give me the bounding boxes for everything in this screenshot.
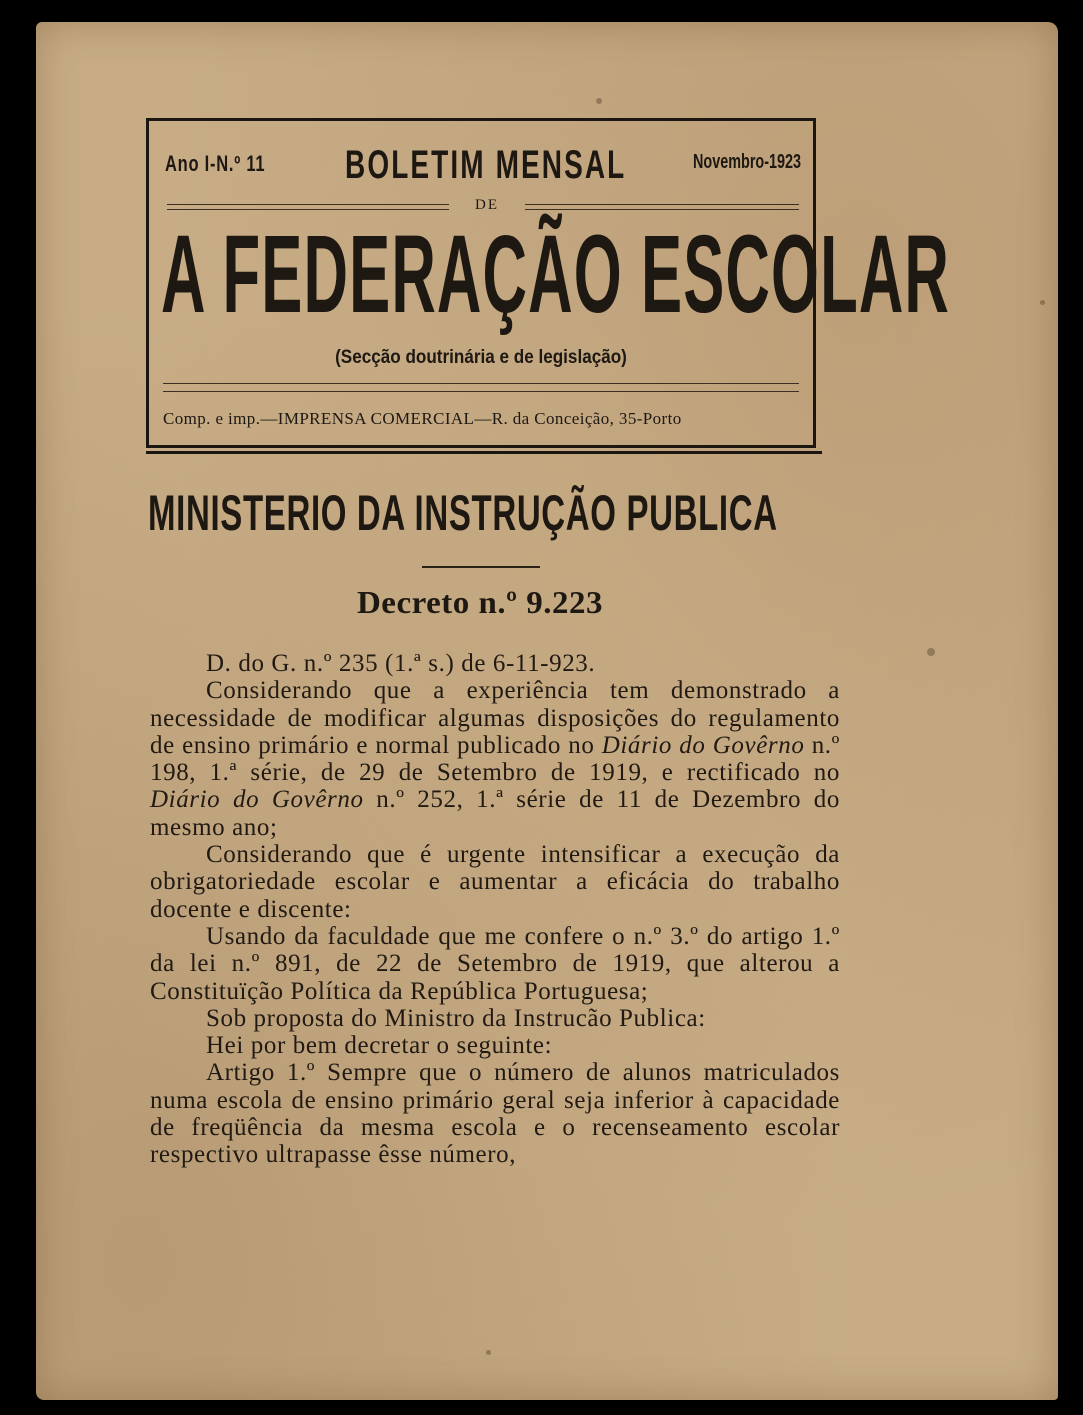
masthead-top-row xyxy=(149,139,813,189)
issue-number: Ano I-N.º 11 xyxy=(165,151,266,176)
connector-word: DE xyxy=(475,197,499,213)
gazette-reference: D. do G. n.º 235 (1.ª s.) de 6-11-923. xyxy=(206,650,596,677)
masthead-box xyxy=(146,118,951,448)
paragraph-considering-1: Considerando que a experiência tem demonstrado a necessidade de modificar algumas disposições do regulamento de ensino primário e normal publicado no Diário do Govêrno n.º 198, 1.ª série, de 29 de Setembro de 1919, e rectificado no Diário do Govêrno n.º 252, 1.ª série de 11 de Dezembro do mesmo ano; xyxy=(150,677,841,841)
article-1: Artigo 1.º Sempre que o número de alunos matriculados numa escola de ensino primário geral seja inferior à capacidade de freqüência da mesma escola e o recenseamento escolar respectivo ultrapasse êsse número, xyxy=(150,1059,840,1169)
paper-speck xyxy=(1040,300,1045,305)
divider-right xyxy=(525,204,799,210)
publication-subtitle: (Secção doutrinária e de legislação) xyxy=(335,347,627,368)
paragraph-authority: Usando da faculdade que me confere o n.º 3.º do artigo 1.º da lei n.º 891, de 22 de Setembro de 1919, que alterou a Constituïção Política da República Portuguesa; xyxy=(150,922,840,1005)
decree-title: Decreto n.º 9.223 xyxy=(356,584,604,620)
paragraph-decree: Hei por bem decretar o seguinte: xyxy=(206,1032,553,1060)
paper-speck xyxy=(596,98,602,104)
heading-rule xyxy=(422,566,540,568)
paragraph-proposal: Sob proposta do Ministro da Instrucão Publica: xyxy=(206,1004,706,1032)
printer-imprint: Comp. e imp.—IMPRENSA COMERCIAL—R. da Conceição, 35-Porto xyxy=(163,409,682,428)
paper-speck xyxy=(486,1350,491,1355)
masthead-bottom-rule xyxy=(146,451,822,454)
divider-left xyxy=(167,204,449,210)
publication-name: A FEDERAÇÃO ESCOLAR xyxy=(161,213,951,336)
masthead-divider xyxy=(163,383,799,393)
ministry-heading: MINISTERIO DA INSTRUÇÃO PUBLICA xyxy=(148,485,778,541)
issue-date: Novembro-1923 xyxy=(692,151,801,173)
bulletin-title: BOLETIM MENSAL xyxy=(345,143,627,187)
paragraph-considering-2: Considerando que é urgente intensificar a execução da obrigatoriedade escolar e aumentar a eficácia do trabalho docente e discente: xyxy=(150,841,840,923)
paper-speck xyxy=(927,648,935,656)
decree-body xyxy=(150,650,840,1169)
